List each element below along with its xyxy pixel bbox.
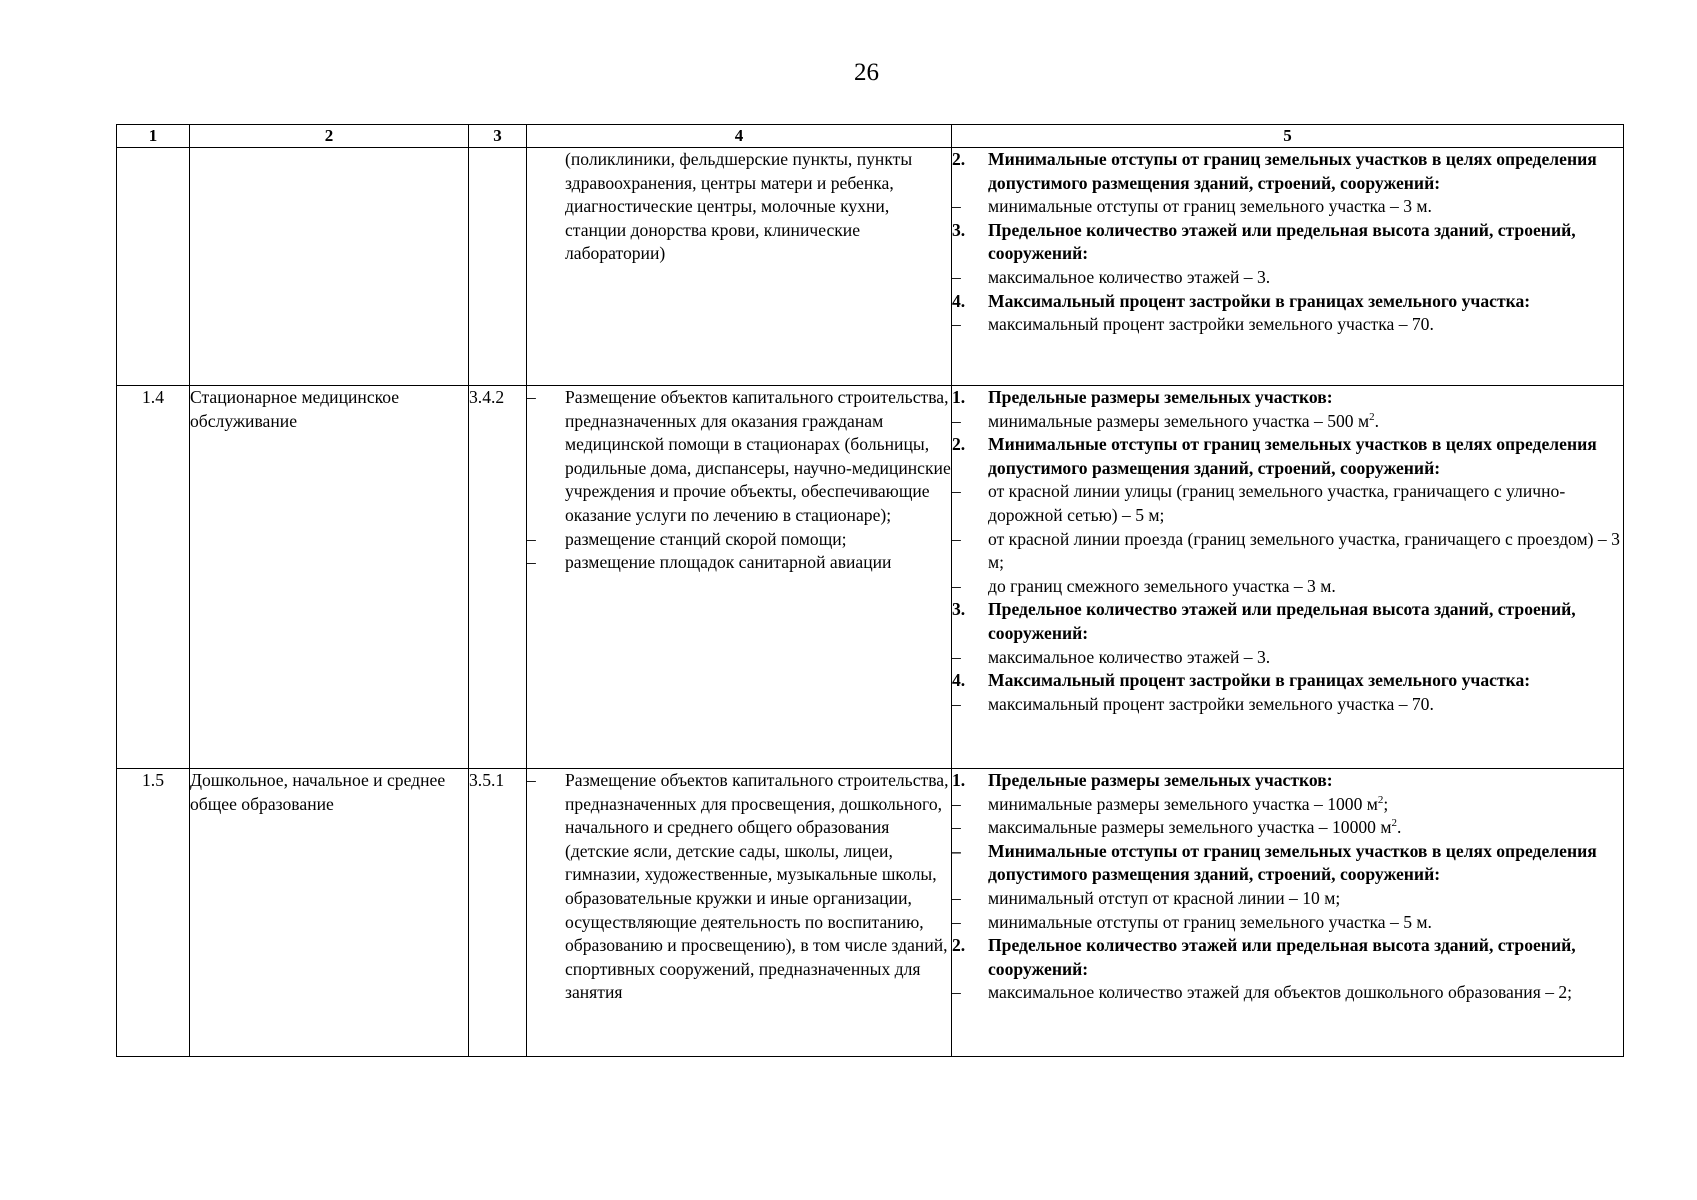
list-text [988,598,1623,645]
parameters [952,148,1624,386]
list-marker: 2. [952,434,966,455]
list-item [952,693,1623,717]
list-item [952,840,1623,887]
use-description [527,386,952,769]
list-marker: – [527,552,536,573]
list-text [565,148,951,266]
list-marker: 1. [952,770,966,790]
list-marker: – [952,266,961,287]
list-text [988,290,1623,314]
list-text [988,934,1623,981]
list-text [565,769,951,1005]
list-text [988,266,1623,290]
item-text: Минимальные отступы от границ земельных участков в целях определения допустимого размещения зданий, строений, сооружений: [988,840,1597,885]
item-text: Минимальные отступы от границ земельных участков в целях определения допустимого размещения зданий, строений, сооружений: [988,434,1597,478]
column-number-header [117,125,1624,148]
list-text [988,793,1623,817]
row-number: 1.5 [117,769,190,1057]
list-text [565,386,951,528]
list-text [988,693,1623,717]
item-text: Минимальные отступы от границ земельных участков в целях определения допустимого размещения зданий, строений, сооружений: [988,149,1597,193]
item-text: максимальный процент застройки земельного участка – 70. [988,693,1434,714]
item-text: максимальное количество этажей для объектов дошкольного образования – 2; [988,982,1573,1003]
list-marker: – [952,793,961,814]
item-suffix: . [1397,817,1402,838]
use-description [527,148,952,386]
list-text [988,816,1623,840]
list-marker: – [952,817,961,838]
list-marker: – [952,982,961,1003]
list-marker: – [527,387,536,407]
item-text: от красной линии проезда (границ земельного участка, граничащего с проездом) – 3 м; [988,528,1620,573]
list-marker: – [952,911,961,932]
list-item [952,598,1623,645]
list-item [952,934,1623,981]
list-text [988,981,1623,1005]
item-text: Предельные размеры земельных участков: [988,387,1333,407]
list-marker: – [952,887,961,908]
list-text [988,887,1623,911]
list-text [988,433,1623,480]
list-marker: 4. [952,290,966,311]
item-text: размещение станций скорой помощи; [565,528,847,549]
item-text: минимальные отступы от границ земельного участка – 3 м. [988,196,1432,217]
list-text [988,410,1623,434]
item-text: Максимальный процент застройки в границах земельного участка: [988,670,1531,691]
list-marker: 4. [952,670,966,691]
list-marker: 3. [952,599,966,620]
use-type-name: Стационарное медицинское обслуживание [190,386,469,769]
item-text: минимальный отступ от красной линии – 10 м; [988,887,1341,908]
parameters [952,769,1624,1057]
item-text: Максимальный процент застройки в границах земельного участка: [988,290,1531,311]
item-text: Предельное количество этажей или предельная высота зданий, строений, сооружений: [988,599,1576,643]
item-text: минимальные размеры земельного участка – 1000 м [988,793,1378,814]
item-text: максимальные размеры земельного участка – 10000 м [988,817,1392,838]
use-type-code: 3.5.1 [469,769,527,1057]
list-item [952,266,1623,290]
list-text [988,528,1623,575]
row-number: 1.4 [117,386,190,769]
item-text: до границ смежного земельного участка – 3 м. [988,575,1336,596]
list-text [988,480,1623,527]
header-col-1: 1 [117,125,190,148]
list-marker: – [952,481,961,502]
list-item [952,669,1623,693]
list-item [527,528,951,552]
list-item [952,480,1623,527]
item-suffix: ; [1383,793,1389,814]
list-item [952,528,1623,575]
list-item [952,433,1623,480]
item-text: Предельное количество этажей или предельная высота зданий, строений, сооружений: [988,935,1576,979]
list-item [952,148,1623,195]
list-marker: – [952,693,961,714]
list-marker: 1. [952,387,966,407]
header-col-5: 5 [952,125,1624,148]
use-type-code: 3.4.2 [469,386,527,769]
header-col-2: 2 [190,125,469,148]
list-item [952,575,1623,599]
list-marker: – [952,575,961,596]
list-item [952,887,1623,911]
list-marker: – [952,410,961,431]
list-marker: – [952,528,961,549]
item-text: Предельные размеры земельных участков: [988,770,1333,790]
list-item [527,551,951,575]
list-marker [527,148,565,266]
item-text: максимальное количество этажей – 3. [988,646,1271,667]
list-item [952,816,1623,840]
list-marker: 3. [952,219,966,240]
list-text [988,911,1623,935]
item-text: размещение площадок санитарной авиации [565,552,892,573]
table-row [117,148,1624,386]
header-col-3: 3 [469,125,527,148]
list-text [988,219,1623,266]
regulations-table [116,124,1624,1057]
list-item [952,769,1623,793]
list-marker: 2. [952,149,966,169]
list-marker: – [952,646,961,667]
list-item [527,148,951,266]
parameters [952,386,1624,769]
superscript: 2 [1377,793,1384,806]
list-item [952,290,1623,314]
list-text [988,646,1623,670]
item-text: максимальное количество этажей – 3. [988,266,1271,287]
list-text [988,195,1623,219]
item-text: Предельное количество этажей или предельная высота зданий, строений, сооружений: [988,219,1576,264]
table-row [117,769,1624,1057]
page-number: 26 [854,59,879,86]
item-text: максимальный процент застройки земельного участка – 70. [988,314,1434,335]
list-text [988,840,1623,887]
list-text [565,551,951,575]
table-row [117,386,1624,769]
list-text [988,769,1623,793]
list-item [527,386,951,528]
list-marker: 2. [952,935,966,956]
list-text [988,669,1623,693]
list-item [952,793,1623,817]
list-marker: – [952,840,961,861]
list-marker: – [952,314,961,335]
item-text: Размещение объектов капитального строительства, предназначенных для просвещения, дошкольного, начального и среднего общего образования (детские ясли, детские сады, школы, лицеи, гимназии, художественные, музыкальные школы, образовательные кружки и иные организации, осуществляющие деятельность по воспитанию, образованию и просвещению), в том числе зданий, спортивных сооружений, предназначенных для занятия [565,770,949,1003]
list-marker: – [952,196,961,217]
list-item [952,911,1623,935]
item-suffix: . [1374,410,1380,431]
list-item [952,646,1623,670]
list-text [988,148,1623,195]
item-text: минимальные отступы от границ земельного участка – 5 м. [988,911,1432,932]
list-text [988,313,1623,337]
superscript: 2 [1391,817,1397,830]
use-type-name [190,148,469,386]
list-item [952,410,1623,434]
list-text [988,575,1623,599]
row-number [117,148,190,386]
list-item [952,219,1623,266]
list-text [988,386,1623,410]
item-text: минимальные размеры земельного участка – 500 м [988,410,1370,431]
item-text: (поликлиники, фельдшерские пункты, пункты здравоохранения, центры матери и ребенка, диагностические центры, молочные кухни, станции донорства крови, клинические лаборатории) [565,149,913,264]
superscript: 2 [1369,410,1375,423]
header-col-4: 4 [527,125,952,148]
list-marker: – [527,528,536,549]
item-text: Размещение объектов капитального строительства, предназначенных для оказания гражданам медицинской помощи в стационарах (больницы, родильные дома, диспансеры, научно-медицинские учреждения и прочие объекты, обеспечивающие оказание услуги по лечению в стационаре); [565,387,951,525]
use-type-name: Дошкольное, начальное и среднее общее образование [190,769,469,1057]
list-item [952,981,1623,1005]
use-description [527,769,952,1057]
list-marker: – [527,770,536,790]
item-text: от красной линии улицы (границ земельного участка, граничащего с улично-дорожной сетью) – 5 м; [988,481,1566,525]
list-item [527,769,951,1005]
list-item [952,195,1623,219]
list-item [952,386,1623,410]
list-text [565,528,951,552]
use-type-code [469,148,527,386]
list-item [952,313,1623,337]
